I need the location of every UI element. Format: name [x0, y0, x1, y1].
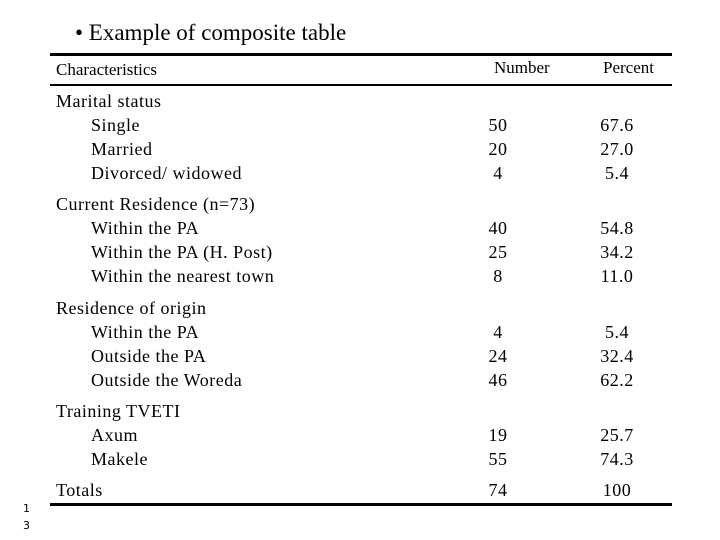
totals-number: 74 [488, 480, 508, 500]
totals-percent: 100 [602, 480, 632, 500]
group-label-residence-of-origin: Residence of origin [56, 298, 207, 318]
row-percent: 25.7 [600, 425, 634, 445]
row-label: Divorced/ widowed [91, 163, 242, 183]
row-number: 8 [493, 266, 503, 286]
row-label: Within the PA [91, 218, 200, 238]
row-number: 25 [488, 242, 508, 262]
row-percent: 62.2 [600, 370, 634, 390]
row-percent: 74.3 [600, 449, 634, 469]
row-number: 19 [488, 425, 508, 445]
table-bottom-rule [50, 503, 672, 506]
row-percent: 5.4 [605, 163, 629, 183]
row-label: Outside the Woreda [91, 370, 243, 390]
row-percent: 32.4 [600, 346, 634, 366]
slide-number-line: 3 [23, 519, 30, 532]
slide-title: • Example of composite table [75, 20, 347, 45]
row-percent: 67.6 [600, 115, 634, 135]
row-percent: 34.2 [600, 242, 634, 262]
row-number: 55 [488, 449, 508, 469]
slide-number [23, 500, 30, 534]
totals-label: Totals [56, 480, 103, 500]
group-label-current-residence: Current Residence (n=73) [56, 194, 256, 214]
row-number: 4 [493, 322, 503, 342]
row-number: 50 [488, 115, 508, 135]
row-percent: 5.4 [605, 322, 629, 342]
row-label: Single [91, 115, 141, 135]
row-percent: 27.0 [600, 139, 634, 159]
row-label: Makele [91, 449, 148, 469]
row-label: Married [91, 139, 153, 159]
header-characteristics: Characteristics [56, 60, 158, 79]
table-header-rule [50, 84, 672, 86]
group-label-training-tveti: Training TVETI [56, 401, 181, 421]
row-number: 40 [488, 218, 508, 238]
row-label: Axum [91, 425, 138, 445]
row-percent: 54.8 [600, 218, 634, 238]
row-number: 4 [493, 163, 503, 183]
row-label: Within the PA (H. Post) [91, 242, 273, 262]
header-number: Number [494, 58, 550, 77]
table-top-rule [50, 53, 672, 56]
row-number: 24 [488, 346, 508, 366]
slide-number-line: 1 [23, 502, 30, 515]
row-percent: 11.0 [600, 266, 634, 286]
group-label-marital-status: Marital status [56, 91, 162, 111]
row-label: Outside the PA [91, 346, 207, 366]
header-percent: Percent [603, 58, 654, 77]
row-number: 46 [488, 370, 508, 390]
row-label: Within the PA [91, 322, 200, 342]
row-label: Within the nearest town [91, 266, 275, 286]
row-number: 20 [488, 139, 508, 159]
